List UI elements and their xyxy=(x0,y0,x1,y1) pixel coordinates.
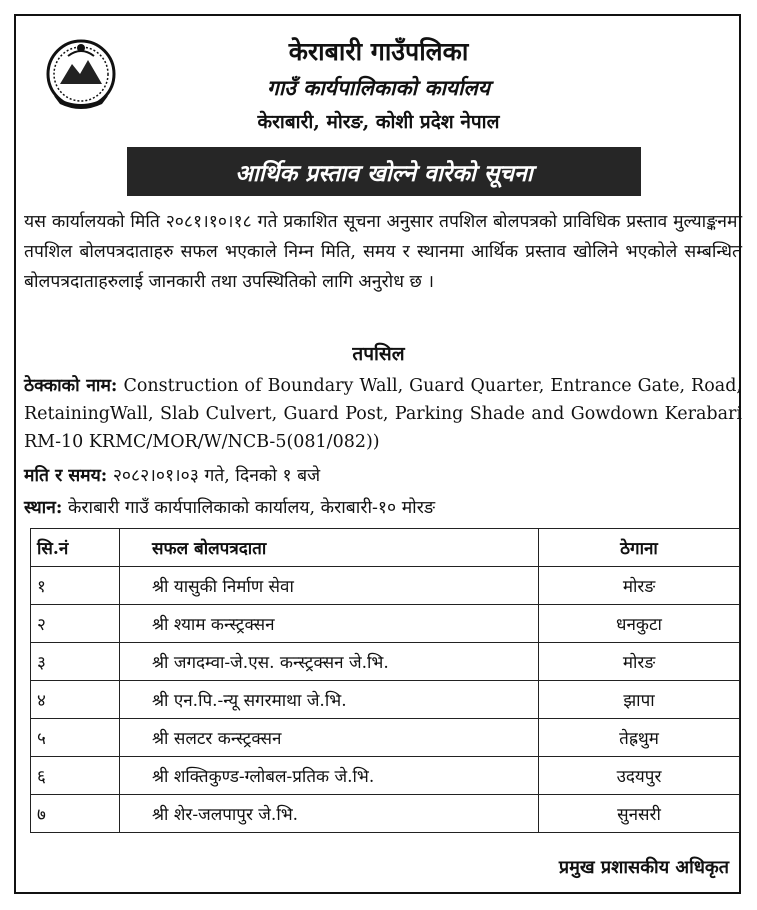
table-header-row xyxy=(31,529,740,567)
table-row xyxy=(31,643,740,681)
table-row xyxy=(31,719,740,757)
row-sn: ६ xyxy=(31,757,120,795)
row-sn: २ xyxy=(31,605,120,643)
row-address: मोरङ xyxy=(539,643,740,681)
signatory-title: प्रमुख प्रशासकीय अधिकृत xyxy=(558,857,729,878)
row-address: झापा xyxy=(539,681,740,719)
table-row xyxy=(31,795,740,833)
datetime-value: २०८२।०१।०३ गते, दिनको १ बजे xyxy=(112,466,321,486)
notice-title: आर्थिक प्रस्ताव खोल्ने वारेको सूचना xyxy=(235,159,533,187)
table-row xyxy=(31,605,740,643)
row-bidder: श्री जगदम्वा-जे.एस. कन्स्ट्रक्सन जे.भि. xyxy=(120,643,539,681)
row-bidder: श्री यासुकी निर्माण सेवा xyxy=(120,567,539,605)
datetime-field xyxy=(24,462,742,490)
datetime-label: मति र समय: xyxy=(24,466,108,486)
row-address: सुनसरी xyxy=(539,795,740,833)
place-label: स्थान: xyxy=(24,498,63,518)
table-row xyxy=(31,681,740,719)
row-bidder: श्री शक्तिकुण्ड-ग्लोबल-प्रतिक जे.भि. xyxy=(120,757,539,795)
column-header-bidder: सफल बोलपत्रदाता xyxy=(120,529,539,567)
row-address: उदयपुर xyxy=(539,757,740,795)
contract-label: ठेक्काको नाम: xyxy=(24,376,118,396)
row-sn: ७ xyxy=(31,795,120,833)
notice-title-banner xyxy=(127,147,641,196)
row-sn: ४ xyxy=(31,681,120,719)
table-row xyxy=(31,757,740,795)
row-address: मोरङ xyxy=(539,567,740,605)
row-sn: ५ xyxy=(31,719,120,757)
office-address: केराबारी, मोरङ, कोशी प्रदेश नेपाल xyxy=(257,111,500,133)
row-bidder: श्री सलटर कन्स्ट्रक्सन xyxy=(120,719,539,757)
row-address: तेह्रथुम xyxy=(539,719,740,757)
contract-value: Construction of Boundary Wall, Guard Quarter, Entrance Gate, Road, RetainingWall, Slab Culvert, Guard Post, Parking Shade and Gowdown Kerabari RM-10 KRMC/MOR/W/NCB-5(081/082)) xyxy=(24,376,742,452)
place-field xyxy=(24,494,742,522)
row-sn: १ xyxy=(31,567,120,605)
place-value: केराबारी गाउँ कार्यपालिकाको कार्यालय, केराबारी-१० मोरङ xyxy=(67,498,436,518)
row-bidder: श्री शेर-जलपापुर जे.भि. xyxy=(120,795,539,833)
contract-field xyxy=(24,372,742,456)
row-address: धनकुटा xyxy=(539,605,740,643)
row-bidder: श्री श्याम कन्स्ट्रक्सन xyxy=(120,605,539,643)
office-subtitle: गाउँ कार्यपालिकाको कार्यालय xyxy=(267,75,490,100)
notice-body: यस कार्यालयको मिति २०८१।१०।१८ गते प्रकाशित सूचना अनुसार तपशिल बोलपत्रको प्राविधिक प्रस्ताव मुल्याङ्कनमा तपशिल बोलपत्रदाताहरु सफल भएकाले निम्न मिति, समय र स्थानमा आर्थिक प्रस्ताव खोलिने भएकोले सम्बन्धित बोलपत्रदाताहरुलाई जानकारी तथा उपस्थितिको लागि अनुरोध छ । xyxy=(24,212,742,292)
table-row xyxy=(31,567,740,605)
office-name: केराबारी गाउँपलिका xyxy=(288,37,469,66)
column-header-address: ठेगाना xyxy=(539,529,740,567)
column-header-sn: सि.नं xyxy=(31,529,120,567)
bidders-table xyxy=(30,528,740,833)
row-bidder: श्री एन.पि.-न्यू सगरमाथा जे.भि. xyxy=(120,681,539,719)
details-heading: तपसिल xyxy=(352,343,405,365)
row-sn: ३ xyxy=(31,643,120,681)
